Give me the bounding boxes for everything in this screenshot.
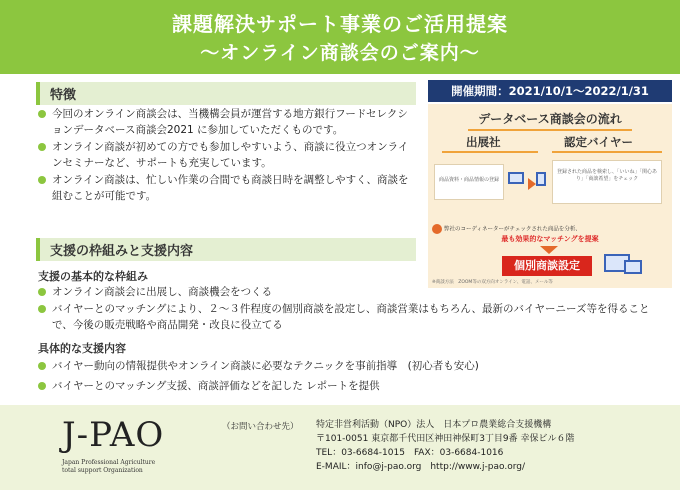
- content-heading: 具体的な支援内容: [38, 342, 126, 355]
- logo: J-PAO: [62, 415, 165, 455]
- arrow-right-icon: [528, 178, 536, 190]
- page-title: 課題解決サポート事業のご活用提案: [172, 12, 508, 36]
- list-item: オンライン商談会に出展し、商談機会をつくる: [36, 284, 656, 300]
- coordinator-icon: [432, 224, 442, 234]
- contact-info: [316, 418, 575, 474]
- contact-label: （お問い合わせ先）: [222, 422, 299, 432]
- laptop-icon: [508, 172, 524, 184]
- flow-diagram: [428, 104, 672, 288]
- framework-list: [36, 284, 656, 334]
- list-item: バイヤーとのマッチングにより、２〜３件程度の個別商談を設定し、商談営業はもちろん、最新のバイヤーニーズ等を得ることで、今後の販売戦略や商品開発・改良に役立てる: [36, 301, 656, 333]
- divider: [552, 151, 662, 153]
- divider: [442, 151, 538, 153]
- list-item: バイヤーとのマッチング支援、商談評価などを記した レポートを提供: [36, 378, 656, 394]
- pc-icon: [536, 172, 546, 186]
- content-list: [36, 358, 656, 395]
- arrow-down-icon: [540, 246, 558, 254]
- address: 〒101-0051 東京都千代田区神田神保町3丁目9番 幸保ビル６階: [316, 434, 575, 444]
- features-heading: 特徴: [36, 82, 416, 105]
- phone-fax: TEL：03-6684-1015 FAX：03-6684-1016: [316, 448, 504, 458]
- event-period: 開催期間：2021/10/1〜2022/1/31: [428, 80, 672, 102]
- list-item: オンライン商談は、忙しい作業の合間でも商談日時を調整しやすく、商談を組むことが可能です。: [36, 172, 416, 204]
- logo-subtitle: Japan Professional Agriculture total support Organization: [62, 459, 156, 474]
- laptop-icon: [624, 260, 642, 274]
- flow-title: データベース商談会の流れ: [468, 110, 632, 131]
- meeting-method-note: ※商談方法 ZOOM等の双方向オンライン、電話、メール等: [432, 280, 553, 285]
- email-url: E-MAIL：info@j-pao.org http://www.j-pao.org/: [316, 462, 526, 472]
- exhibitor-box: 商品資料・商品情報の登録: [434, 164, 504, 200]
- header-banner: [0, 0, 680, 74]
- meeting-setup-badge: 個別商談設定: [502, 256, 592, 276]
- list-item: 今回のオンライン商談会は、当機構会員が運営する地方銀行フードセレクションデータベース商談会2021 に参加していただくものです。: [36, 106, 416, 138]
- buyer-box: 登録された商品を検索し、「いいね」「関心あり」「商談希望」をチェック: [552, 160, 662, 204]
- org-name: 特定非営利活動（NPO）法人 日本プロ農業総合支援機構: [316, 420, 552, 430]
- exhibitor-label: 出展社: [466, 135, 501, 149]
- matching-text: 最も効果的なマッチングを提案: [501, 235, 599, 243]
- page-subtitle: 〜オンライン商談会のご案内〜: [200, 42, 480, 64]
- coordinator-note: 弊社のコーディネーターがチェックされた商品を分析、: [432, 224, 668, 234]
- footer: [0, 405, 680, 490]
- buyer-label: 認定バイヤー: [564, 135, 633, 149]
- flow-panel: [428, 80, 672, 288]
- list-item: オンライン商談が初めての方でも参加しやすいよう、商談に役立つオンラインセミナーなど、サポートも充実しています。: [36, 139, 416, 171]
- features-list: [36, 106, 416, 205]
- framework-heading: 支援の基本的な枠組み: [38, 270, 148, 283]
- list-item: バイヤー動向の情報提供やオンライン商談に必要なテクニックを事前指導 (初心者も安心): [36, 358, 656, 374]
- support-heading: 支援の枠組みと支援内容: [36, 238, 416, 261]
